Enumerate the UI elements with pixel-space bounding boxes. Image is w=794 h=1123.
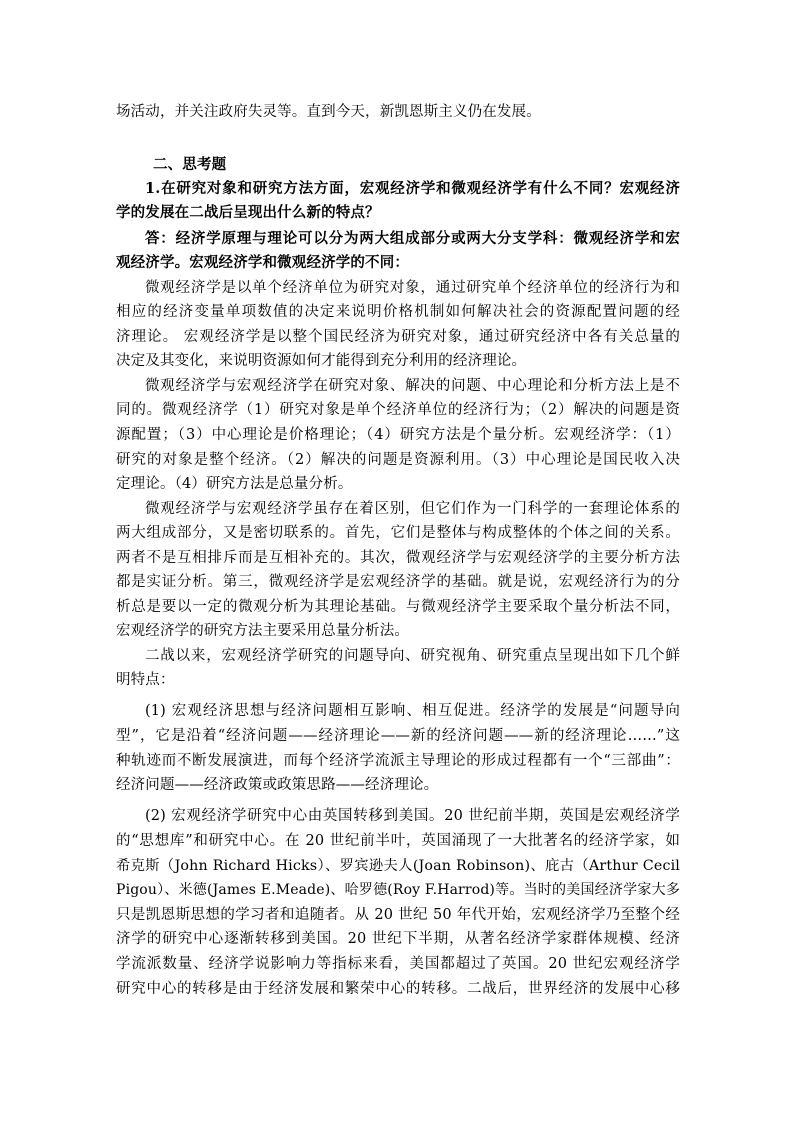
heading-line: 观经济学。宏观经济学和微观经济学的不同： bbox=[116, 254, 409, 271]
text-line: Pigou）、米德(James E.Meade)、哈罗德(Roy F.Harrod)等。当时的美国经济学家大多 bbox=[116, 882, 680, 898]
text-line: 定理论。（4）研究方法是总量分析。 bbox=[116, 476, 353, 492]
text-line: 两大组成部分，又是密切联系的。首先，它们是整体与构成整体的个体之间的关系。 bbox=[116, 525, 680, 541]
text-line: 源配置；（3）中心理论是价格理论；（4）研究方法是个量分析。宏观经济学：（1） bbox=[116, 427, 680, 443]
text-line: 二战以来，宏观经济学研究的问题导向、研究视角、研究重点呈现出如下几个鲜 bbox=[145, 648, 680, 664]
text-line: 微观经济学与宏观经济学虽存在着区别，但它们作为一门科学的一套理论体系的 bbox=[145, 501, 680, 517]
text-line: 研究中心的转移是由于经济发展和繁荣中心的转移。二战后，世界经济的发展中心移 bbox=[116, 981, 680, 997]
text-line: 场活动，并关注政府失灵等。直到今天，新凯恩斯主义仍在发展。 bbox=[116, 104, 541, 120]
text-line: 种轨迹而不断发展演进，而每个经济学流派主导理论的形成过程都有一个“三部曲”： bbox=[116, 753, 680, 769]
text-line: 决定及其变化，来说明资源如何才能得到充分利用的经济理论。 bbox=[116, 353, 527, 369]
text-line: 两者不是互相排斥而是互相补充的。其次，微观经济学与宏观经济学的主要分析方法 bbox=[116, 550, 680, 566]
text-line: 明特点： bbox=[116, 672, 175, 688]
text-line: 同的。微观经济学（1）研究对象是单个经济单位的经济行为；（2）解决的问题是资 bbox=[116, 402, 680, 418]
text-line: 都是实证分析。第三，微观经济学是宏观经济学的基础。就是说，宏观经济行为的分 bbox=[116, 574, 680, 590]
text-line: 析总是要以一定的微观分析为其理论基础。与微观经济学主要采取个量分析法不同， bbox=[116, 599, 680, 615]
text-line: 型”，它是沿着“经济问题——经济理论——新的经济问题——新的经济理论……”这 bbox=[116, 728, 680, 744]
text-line: (2) 宏观经济学研究中心由英国转移到美国。20 世纪前半期，英国是宏观经济学 bbox=[145, 808, 680, 824]
text-line: 微观经济学与宏观经济学在研究对象、解决的问题、中心理论和分析方法上是不 bbox=[145, 378, 680, 394]
text-line: 希克斯（John Richard Hicks）、罗宾逊夫人(Joan Robinson)、庇古（Arthur Cecil bbox=[116, 858, 680, 874]
text-line: 研究的对象是整个经济。（2）解决的问题是资源利用。（3）中心理论是国民收入决 bbox=[116, 452, 680, 468]
heading-line: 答：经济学原理与理论可以分为两大组成部分或两大分支学科：微观经济学和宏 bbox=[145, 230, 680, 247]
text-line: 宏观经济学的研究方法主要采用总量分析法。 bbox=[116, 623, 409, 639]
text-line: 经济问题——经济政策或政策思路——经济理论。 bbox=[116, 777, 439, 793]
text-line: 只是凯恩斯思想的学习者和追随者。从 20 世纪 50 年代开始，宏观经济学乃至整个经 bbox=[116, 907, 680, 923]
heading-line: 学的发展在二战后呈现出什么新的特点？ bbox=[116, 204, 380, 221]
text-line: 微观经济学是以单个经济单位为研究对象，通过研究单个经济单位的经济行为和 bbox=[145, 280, 680, 296]
text-line: 相应的经济变量单项数值的决定来说明价格机制如何解决社会的资源配置问题的经 bbox=[116, 304, 680, 320]
heading-line: 1.在研究对象和研究方法方面，宏观经济学和微观经济学有什么不同？宏观经济 bbox=[145, 180, 680, 197]
text-line: 济学的研究中心逐渐转移到美国。20 世纪下半期，从著名经济学家群体规模、经济 bbox=[116, 931, 680, 947]
text-line: (1) 宏观经济思想与经济问题相互影响、相互促进。经济学的发展是“问题导向 bbox=[145, 703, 680, 719]
heading-line: 二、思考题 bbox=[153, 156, 227, 173]
text-line: 学流派数量、经济学说影响力等指标来看，美国都超过了英国。20 世纪宏观经济学 bbox=[116, 956, 680, 972]
text-line: 济理论。 宏观经济学是以整个国民经济为研究对象，通过研究经济中各有关总量的 bbox=[116, 329, 680, 345]
text-line: 的“思想库”和研究中心。在 20 世纪前半叶，英国涌现了一大批著名的经济学家，如 bbox=[116, 833, 680, 849]
